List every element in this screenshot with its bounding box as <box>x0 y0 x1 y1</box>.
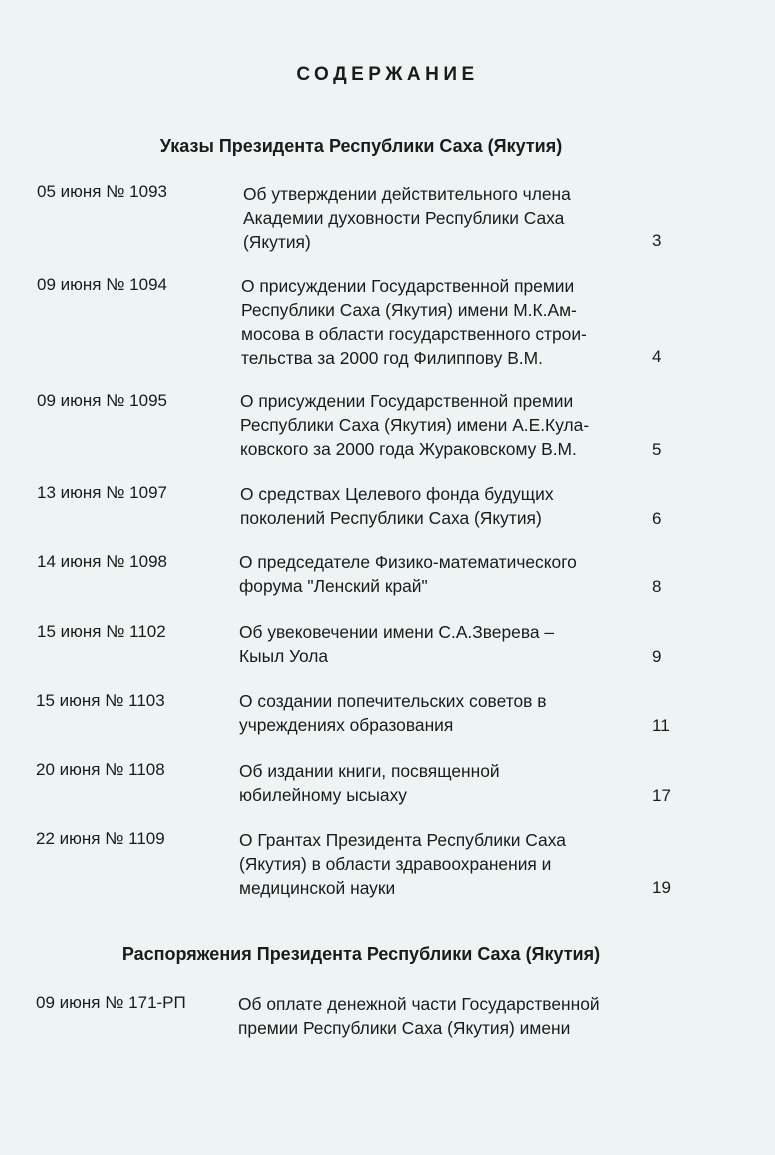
entry-date: 09 июня № 1094 <box>37 275 167 294</box>
entry-title-line: О присуждении Государственной премии <box>241 276 575 296</box>
section-heading-ukazy: Указы Президента Республики Саха (Якутия) <box>159 136 563 156</box>
entry-title-line: (Якутия) в области здравоохранения и <box>239 854 552 874</box>
entry-title-line: Об утверждении действительного члена <box>243 184 571 204</box>
entry-date: 05 июня № 1093 <box>37 182 167 201</box>
entry-title <box>239 620 554 668</box>
entry-date: 15 июня № 1102 <box>37 622 166 641</box>
entry-title-line: Академии духовности Республики Саха <box>243 208 565 228</box>
entry-page-number: 19 <box>652 878 671 897</box>
entry-page-number: 8 <box>652 577 662 596</box>
entry-title-line: мосова в области государственного строи- <box>241 324 587 344</box>
entry-date: 20 июня № 1108 <box>36 760 165 779</box>
entry-title <box>243 182 571 254</box>
entry-date: 09 июня № 1095 <box>37 391 167 410</box>
entry-date: 14 июня № 1098 <box>37 552 167 571</box>
entry-title-line: учреждениях образования <box>239 715 454 735</box>
entry-title-line: ковского за 2000 года Жураковскому В.М. <box>240 439 577 459</box>
entry-title <box>239 759 500 807</box>
entry-page-number: 9 <box>652 647 662 666</box>
entry-title-line: О присуждении Государственной премии <box>240 391 574 411</box>
entry-title-line: премии Республики Саха (Якутия) имени <box>238 1018 571 1038</box>
entry-title-line: форума "Ленский край" <box>239 576 428 596</box>
entry-title <box>240 482 554 530</box>
entry-title-line: Республики Саха (Якутия) имени А.Е.Кула- <box>240 415 590 435</box>
entry-title-line: Об увековечении имени С.А.Зверева – <box>239 622 555 642</box>
entry-page-number: 3 <box>652 231 662 250</box>
entry-date: 13 июня № 1097 <box>37 483 167 502</box>
entry-page-number: 11 <box>652 716 670 735</box>
entry-title <box>241 274 587 370</box>
entry-page-number: 6 <box>652 509 662 528</box>
entry-title-line: медицинской науки <box>239 878 396 898</box>
entry-title-line: (Якутия) <box>243 232 311 252</box>
entry-page-number: 17 <box>652 786 671 805</box>
entry-title <box>239 550 577 598</box>
entry-title-line: поколений Республики Саха (Якутия) <box>240 508 542 528</box>
entry-title-line: Кыыл Уола <box>239 646 329 666</box>
section-heading-rasporyazheniya: Распоряжения Президента Республики Саха (Якутия) <box>121 944 601 964</box>
entry-title <box>239 828 566 900</box>
entry-title-line: Республики Саха (Якутия) имени М.К.Ам- <box>241 300 577 320</box>
entry-date: 09 июня № 171-РП <box>36 993 186 1012</box>
entry-title-line: О средствах Целевого фонда будущих <box>240 484 554 504</box>
entry-date: 15 июня № 1103 <box>36 691 165 710</box>
entry-title-line: Об издании книги, посвященной <box>239 761 500 781</box>
entry-title-line: О создании попечительских советов в <box>239 691 547 711</box>
entry-title-line: тельства за 2000 год Филиппову В.М. <box>241 348 543 368</box>
entry-title-line: О Грантах Президента Республики Саха <box>239 830 566 850</box>
entry-title-line: Об оплате денежной части Государственной <box>238 994 600 1014</box>
entry-title-line: юбилейному ысыаху <box>239 785 407 805</box>
entry-page-number: 5 <box>652 440 662 459</box>
page-title: СОДЕРЖАНИЕ <box>296 64 479 85</box>
entry-date: 22 июня № 1109 <box>36 829 165 848</box>
entry-title <box>238 992 600 1040</box>
entry-title <box>240 389 589 461</box>
entry-title <box>239 689 546 737</box>
entry-page-number: 4 <box>652 347 662 366</box>
entry-title-line: О председателе Физико-математического <box>239 552 577 572</box>
